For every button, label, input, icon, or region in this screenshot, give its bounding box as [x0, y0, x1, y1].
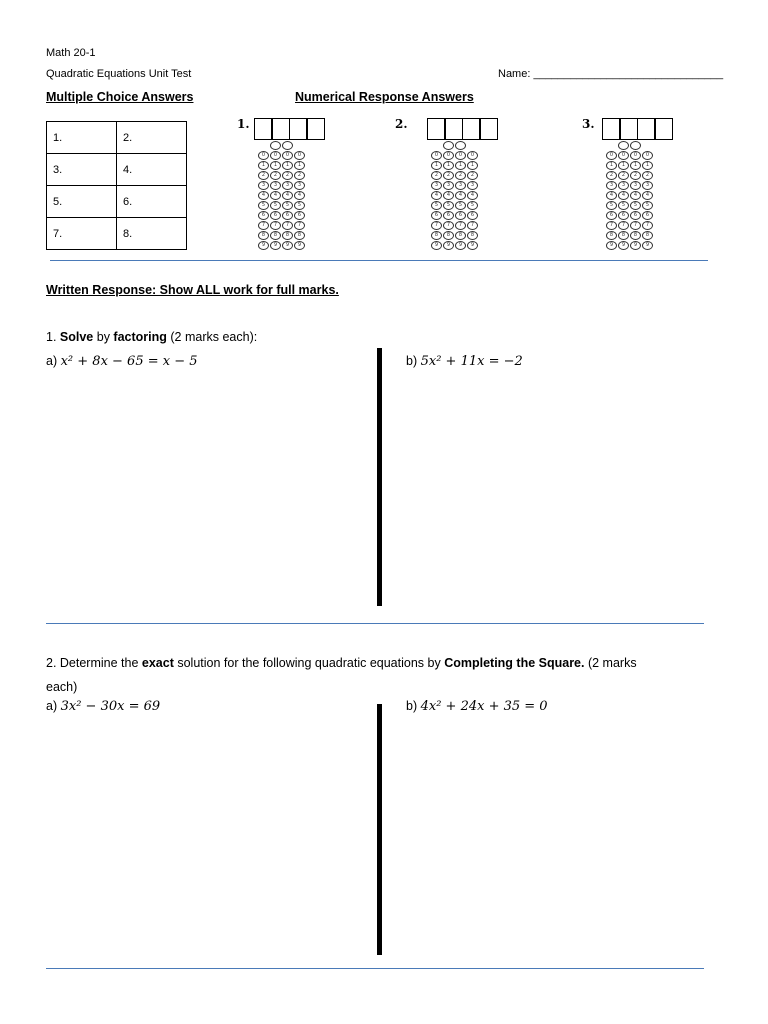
digit-bubble[interactable]: 9: [431, 241, 442, 250]
digit-bubble[interactable]: 5: [455, 201, 466, 210]
digit-bubble[interactable]: 6: [294, 211, 305, 220]
digit-bubble[interactable]: 8: [467, 231, 478, 240]
digit-bubble[interactable]: 2: [455, 171, 466, 180]
digit-bubble[interactable]: 9: [618, 241, 629, 250]
digit-bubble[interactable]: 5: [282, 201, 293, 210]
digit-bubble[interactable]: 8: [630, 231, 641, 240]
digit-bubble[interactable]: 7: [443, 221, 454, 230]
bubble-column: [270, 141, 281, 252]
digit-bubble[interactable]: 8: [282, 231, 293, 240]
digit-bubble[interactable]: 2: [606, 171, 617, 180]
name-field[interactable]: Name: _______________________________: [498, 68, 724, 80]
question-2-prompt: 2. Determine the exact solution for the following quadratic equations by Completing the Square. (2 marks each): [46, 656, 637, 694]
digit-bubble[interactable]: 9: [443, 241, 454, 250]
digit-bubble[interactable]: 1: [258, 161, 269, 170]
section-divider: [50, 260, 708, 261]
digit-bubble[interactable]: 1: [630, 161, 641, 170]
bubble-column: [294, 141, 305, 252]
digit-bubble[interactable]: 9: [642, 241, 653, 250]
digit-bubble[interactable]: 7: [431, 221, 442, 230]
bubble-column: [282, 141, 293, 252]
digit-bubble[interactable]: 3: [270, 181, 281, 190]
digit-bubble[interactable]: 5: [270, 201, 281, 210]
section-divider: [46, 968, 704, 969]
digit-bubble[interactable]: 9: [270, 241, 281, 250]
bubble-column: [258, 141, 269, 252]
digit-bubble[interactable]: 7: [294, 221, 305, 230]
nr-answer-boxes[interactable]: [602, 118, 672, 140]
digit-bubble[interactable]: 6: [455, 211, 466, 220]
digit-bubble[interactable]: 4: [431, 191, 442, 200]
digit-bubble[interactable]: 7: [642, 221, 653, 230]
digit-bubble[interactable]: 0: [258, 151, 269, 160]
digit-bubble[interactable]: 7: [467, 221, 478, 230]
digit-bubble[interactable]: 8: [431, 231, 442, 240]
mc-cell[interactable]: 5.: [47, 186, 117, 218]
wr-section-title: Written Response: Show ALL work for full marks.: [46, 283, 339, 297]
bubble-column: [630, 141, 641, 252]
digit-bubble[interactable]: 5: [642, 201, 653, 210]
digit-bubble[interactable]: 1: [618, 161, 629, 170]
digit-bubble[interactable]: 2: [618, 171, 629, 180]
column-divider: [377, 704, 382, 955]
digit-bubble[interactable]: 0: [642, 151, 653, 160]
digit-bubble[interactable]: 0: [618, 151, 629, 160]
bubble-column: [455, 141, 466, 252]
digit-bubble[interactable]: 2: [258, 171, 269, 180]
digit-bubble[interactable]: 3: [443, 181, 454, 190]
bubble-column: [642, 141, 653, 252]
decimal-bubble[interactable]: [282, 141, 293, 150]
decimal-bubble[interactable]: [455, 141, 466, 150]
test-title: Quadratic Equations Unit Test: [46, 68, 192, 80]
digit-bubble[interactable]: 7: [618, 221, 629, 230]
digit-bubble[interactable]: 8: [294, 231, 305, 240]
nr-label: 1.: [237, 117, 250, 131]
bubble-column: [431, 141, 442, 252]
digit-bubble[interactable]: 4: [443, 191, 454, 200]
digit-bubble[interactable]: 0: [467, 151, 478, 160]
digit-bubble[interactable]: 4: [294, 191, 305, 200]
digit-bubble[interactable]: 7: [258, 221, 269, 230]
digit-bubble[interactable]: 0: [455, 151, 466, 160]
nr-answer-boxes[interactable]: [254, 118, 324, 140]
digit-bubble[interactable]: 6: [443, 211, 454, 220]
digit-bubble[interactable]: 5: [258, 201, 269, 210]
digit-bubble[interactable]: 3: [294, 181, 305, 190]
question-2a: a) 3x² − 30x = 69: [46, 699, 161, 714]
digit-bubble[interactable]: 4: [258, 191, 269, 200]
equation: 3x² − 30x = 69: [60, 699, 161, 714]
equation: 5x² + 11x = −2: [420, 354, 523, 369]
digit-bubble[interactable]: 9: [282, 241, 293, 250]
digit-bubble[interactable]: 3: [282, 181, 293, 190]
digit-bubble[interactable]: 1: [467, 161, 478, 170]
decimal-bubble[interactable]: [618, 141, 629, 150]
equation: x² + 8x − 65 = x − 5: [60, 354, 198, 369]
digit-bubble[interactable]: 5: [618, 201, 629, 210]
column-divider: [377, 348, 382, 606]
digit-bubble[interactable]: 1: [270, 161, 281, 170]
digit-bubble[interactable]: 2: [443, 171, 454, 180]
digit-bubble[interactable]: 1: [294, 161, 305, 170]
decimal-bubble[interactable]: [630, 141, 641, 150]
digit-bubble[interactable]: 3: [258, 181, 269, 190]
digit-bubble[interactable]: 0: [443, 151, 454, 160]
digit-bubble[interactable]: 2: [431, 171, 442, 180]
digit-bubble[interactable]: 6: [618, 211, 629, 220]
question-1a: a) x² + 8x − 65 = x − 5: [46, 354, 198, 369]
digit-bubble[interactable]: 9: [467, 241, 478, 250]
mc-cell[interactable]: 6.: [117, 186, 187, 218]
digit-bubble[interactable]: 1: [282, 161, 293, 170]
digit-bubble[interactable]: 1: [431, 161, 442, 170]
bubble-column: [443, 141, 454, 252]
digit-bubble[interactable]: 5: [467, 201, 478, 210]
digit-bubble[interactable]: 0: [606, 151, 617, 160]
digit-bubble[interactable]: 3: [618, 181, 629, 190]
digit-bubble[interactable]: 7: [455, 221, 466, 230]
digit-bubble[interactable]: 6: [467, 211, 478, 220]
digit-bubble[interactable]: 4: [642, 191, 653, 200]
digit-bubble[interactable]: 4: [467, 191, 478, 200]
decimal-bubble[interactable]: [443, 141, 454, 150]
digit-bubble[interactable]: 8: [618, 231, 629, 240]
digit-bubble[interactable]: 1: [606, 161, 617, 170]
digit-bubble[interactable]: 4: [270, 191, 281, 200]
mc-answer-table: [46, 121, 187, 250]
question-1-prompt: 1. Solve by factoring (2 marks each):: [46, 330, 258, 344]
digit-bubble[interactable]: 8: [258, 231, 269, 240]
digit-bubble[interactable]: 5: [431, 201, 442, 210]
digit-bubble[interactable]: 9: [294, 241, 305, 250]
digit-bubble[interactable]: 8: [455, 231, 466, 240]
digit-bubble[interactable]: 2: [270, 171, 281, 180]
digit-bubble[interactable]: 6: [270, 211, 281, 220]
digit-bubble[interactable]: 8: [270, 231, 281, 240]
section-divider: [46, 623, 704, 624]
digit-bubble[interactable]: 6: [630, 211, 641, 220]
digit-bubble[interactable]: 4: [630, 191, 641, 200]
digit-bubble[interactable]: 4: [282, 191, 293, 200]
digit-bubble[interactable]: 1: [455, 161, 466, 170]
equation: 4x² + 24x + 35 = 0: [420, 699, 548, 714]
digit-bubble[interactable]: 0: [282, 151, 293, 160]
digit-bubble[interactable]: 8: [642, 231, 653, 240]
digit-bubble[interactable]: 3: [642, 181, 653, 190]
digit-bubble[interactable]: 1: [443, 161, 454, 170]
digit-bubble[interactable]: 7: [270, 221, 281, 230]
digit-bubble[interactable]: 5: [630, 201, 641, 210]
digit-bubble[interactable]: 2: [467, 171, 478, 180]
digit-bubble[interactable]: 1: [642, 161, 653, 170]
digit-bubble[interactable]: 2: [282, 171, 293, 180]
digit-bubble[interactable]: 6: [258, 211, 269, 220]
digit-bubble[interactable]: 6: [431, 211, 442, 220]
digit-bubble[interactable]: 8: [443, 231, 454, 240]
digit-bubble[interactable]: 2: [630, 171, 641, 180]
mc-cell[interactable]: 4.: [117, 154, 187, 186]
digit-bubble[interactable]: 3: [630, 181, 641, 190]
mc-cell[interactable]: 7.: [47, 218, 117, 250]
digit-bubble[interactable]: 0: [630, 151, 641, 160]
nr-label: 3.: [582, 117, 595, 131]
mc-cell[interactable]: 2.: [117, 122, 187, 154]
mc-cell[interactable]: 8.: [117, 218, 187, 250]
digit-bubble[interactable]: 0: [294, 151, 305, 160]
decimal-bubble[interactable]: [270, 141, 281, 150]
digit-bubble[interactable]: 8: [606, 231, 617, 240]
digit-bubble[interactable]: 7: [630, 221, 641, 230]
nr-label: 2.: [395, 117, 408, 131]
digit-bubble[interactable]: 9: [258, 241, 269, 250]
digit-bubble[interactable]: 4: [618, 191, 629, 200]
digit-bubble[interactable]: 9: [606, 241, 617, 250]
mc-cell[interactable]: 1.: [47, 122, 117, 154]
course-title: Math 20-1: [46, 47, 96, 59]
digit-bubble[interactable]: 6: [642, 211, 653, 220]
bubble-column: [467, 141, 478, 252]
digit-bubble[interactable]: 2: [294, 171, 305, 180]
digit-bubble[interactable]: 5: [443, 201, 454, 210]
digit-bubble[interactable]: 2: [642, 171, 653, 180]
digit-bubble[interactable]: 7: [282, 221, 293, 230]
digit-bubble[interactable]: 0: [431, 151, 442, 160]
digit-bubble[interactable]: 3: [467, 181, 478, 190]
digit-bubble[interactable]: 6: [282, 211, 293, 220]
digit-bubble[interactable]: 5: [294, 201, 305, 210]
digit-bubble[interactable]: 5: [606, 201, 617, 210]
bubble-column: [606, 141, 617, 252]
nr-section-title: Numerical Response Answers: [295, 90, 474, 104]
digit-bubble[interactable]: 9: [630, 241, 641, 250]
digit-bubble[interactable]: 3: [455, 181, 466, 190]
digit-bubble[interactable]: 3: [431, 181, 442, 190]
digit-bubble[interactable]: 6: [606, 211, 617, 220]
question-2b: b) 4x² + 24x + 35 = 0: [406, 699, 548, 714]
digit-bubble[interactable]: 4: [455, 191, 466, 200]
digit-bubble[interactable]: 4: [606, 191, 617, 200]
mc-cell[interactable]: 3.: [47, 154, 117, 186]
mc-section-title: Multiple Choice Answers: [46, 90, 194, 104]
question-1b: b) 5x² + 11x = −2: [406, 354, 523, 369]
nr-answer-boxes[interactable]: [427, 118, 497, 140]
digit-bubble[interactable]: 0: [270, 151, 281, 160]
bubble-column: [618, 141, 629, 252]
digit-bubble[interactable]: 7: [606, 221, 617, 230]
digit-bubble[interactable]: 9: [455, 241, 466, 250]
digit-bubble[interactable]: 3: [606, 181, 617, 190]
